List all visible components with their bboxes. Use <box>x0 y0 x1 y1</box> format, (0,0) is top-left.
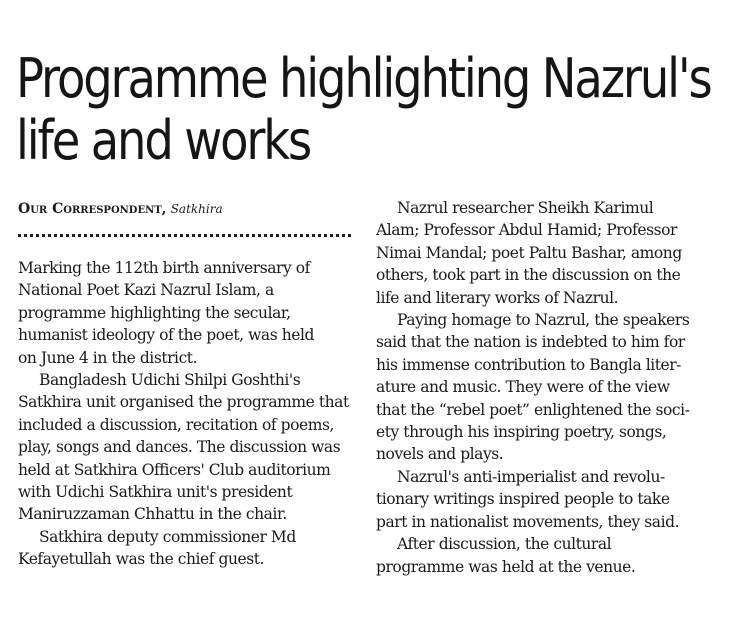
text-line: Kefayetullah was the chief guest. <box>18 550 265 569</box>
headline <box>16 47 711 172</box>
article-column-left <box>18 257 358 571</box>
text-line: programme highlighting the secular, <box>18 303 291 322</box>
text-line: programme was held at the venue. <box>376 557 636 576</box>
text-line: with Udichi Satkhira unit's president <box>18 483 293 502</box>
text-line: novels and plays. <box>376 445 504 464</box>
text-line: ety through his inspiring poetry, songs, <box>376 423 667 442</box>
text-line: play, songs and dances. The discussion was <box>18 438 341 457</box>
text-line: Nazrul's anti-imperialist and revolu- <box>397 467 665 486</box>
headline-line: life and works <box>16 109 311 172</box>
text-line: his immense contribution to Bangla liter- <box>376 355 681 374</box>
text-line: After discussion, the cultural <box>397 535 612 554</box>
text-line: said that the nation is indebted to him for <box>376 333 685 352</box>
byline-location: Satkhira <box>170 202 223 216</box>
text-line: Bangladesh Udichi Shilpi Goshthi's <box>39 371 301 390</box>
paragraph <box>376 533 721 578</box>
text-line: held at Satkhira Officers' Club auditorium <box>18 460 331 479</box>
text-line: tionary writings inspired people to take <box>376 490 670 509</box>
text-line: Nimai Mandal; poet Paltu Bashar, among <box>376 243 682 262</box>
text-line: ature and music. They were of the view <box>376 378 670 397</box>
text-line: that the “rebel poet” enlightened the soci- <box>376 400 690 419</box>
article-column-right <box>376 197 721 578</box>
paragraph <box>376 197 721 309</box>
text-line: life and literary works of Nazrul. <box>376 288 619 307</box>
text-line: National Poet Kazi Nazrul Islam, a <box>18 281 274 300</box>
text-line: Nazrul researcher Sheikh Karimul <box>397 199 654 217</box>
text-line: Alam; Professor Abdul Hamid; Professor <box>376 221 677 240</box>
headline-line: Programme highlighting Nazrul's <box>16 47 711 110</box>
paragraph <box>376 309 721 466</box>
text-line: on June 4 in the district. <box>18 348 198 367</box>
paragraph <box>18 257 358 369</box>
dotted-divider <box>18 234 351 237</box>
text-line: others, took part in the discussion on the <box>376 266 681 285</box>
text-line: included a discussion, recitation of poems, <box>18 415 334 434</box>
paragraph <box>376 466 721 533</box>
text-line: Paying homage to Nazrul, the speakers <box>397 311 690 330</box>
text-line: Satkhira unit organised the programme that <box>18 393 349 412</box>
text-line: Satkhira deputy commissioner Md <box>39 527 296 546</box>
text-line: humanist ideology of the poet, was held <box>18 326 314 345</box>
byline-author: Our Correspondent, <box>18 201 167 217</box>
text-line: part in nationalist movements, they said. <box>376 512 680 531</box>
text-line: Marking the 112th birth anniversary of <box>18 259 310 277</box>
text-line: Maniruzzaman Chhattu in the chair. <box>18 505 287 524</box>
paragraph <box>18 369 358 526</box>
paragraph <box>18 526 358 571</box>
byline <box>18 200 223 219</box>
